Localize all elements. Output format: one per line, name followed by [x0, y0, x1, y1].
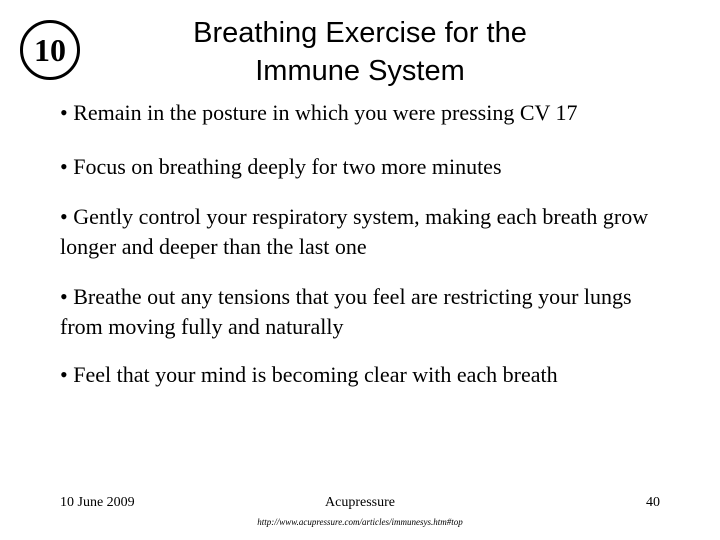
slide-title-line-1: Breathing Exercise for the	[193, 17, 527, 49]
source-url[interactable]: http://www.acupressure.com/articles/immunesys.htm#top	[257, 517, 463, 527]
bullet-item: • Gently control your respiratory system, making each breath grow longer and deeper than the last one	[60, 204, 649, 259]
footer-date: 10 June 2009	[60, 495, 135, 510]
bullet-item: • Remain in the posture in which you were pressing CV 17	[60, 100, 578, 125]
bullet-item: • Breathe out any tensions that you feel are restricting your lungs from moving fully and naturally	[60, 284, 632, 339]
page-number: 40	[646, 495, 660, 510]
step-number-badge	[20, 20, 80, 80]
slide-title-line-2: Immune System	[255, 55, 465, 87]
slide-title	[150, 14, 570, 90]
bullet-item: • Feel that your mind is becoming clear with each breath	[60, 362, 558, 387]
step-number: 10	[34, 31, 66, 68]
footer-title: Acupressure	[325, 495, 395, 510]
bullet-item: • Focus on breathing deeply for two more minutes	[60, 154, 502, 179]
